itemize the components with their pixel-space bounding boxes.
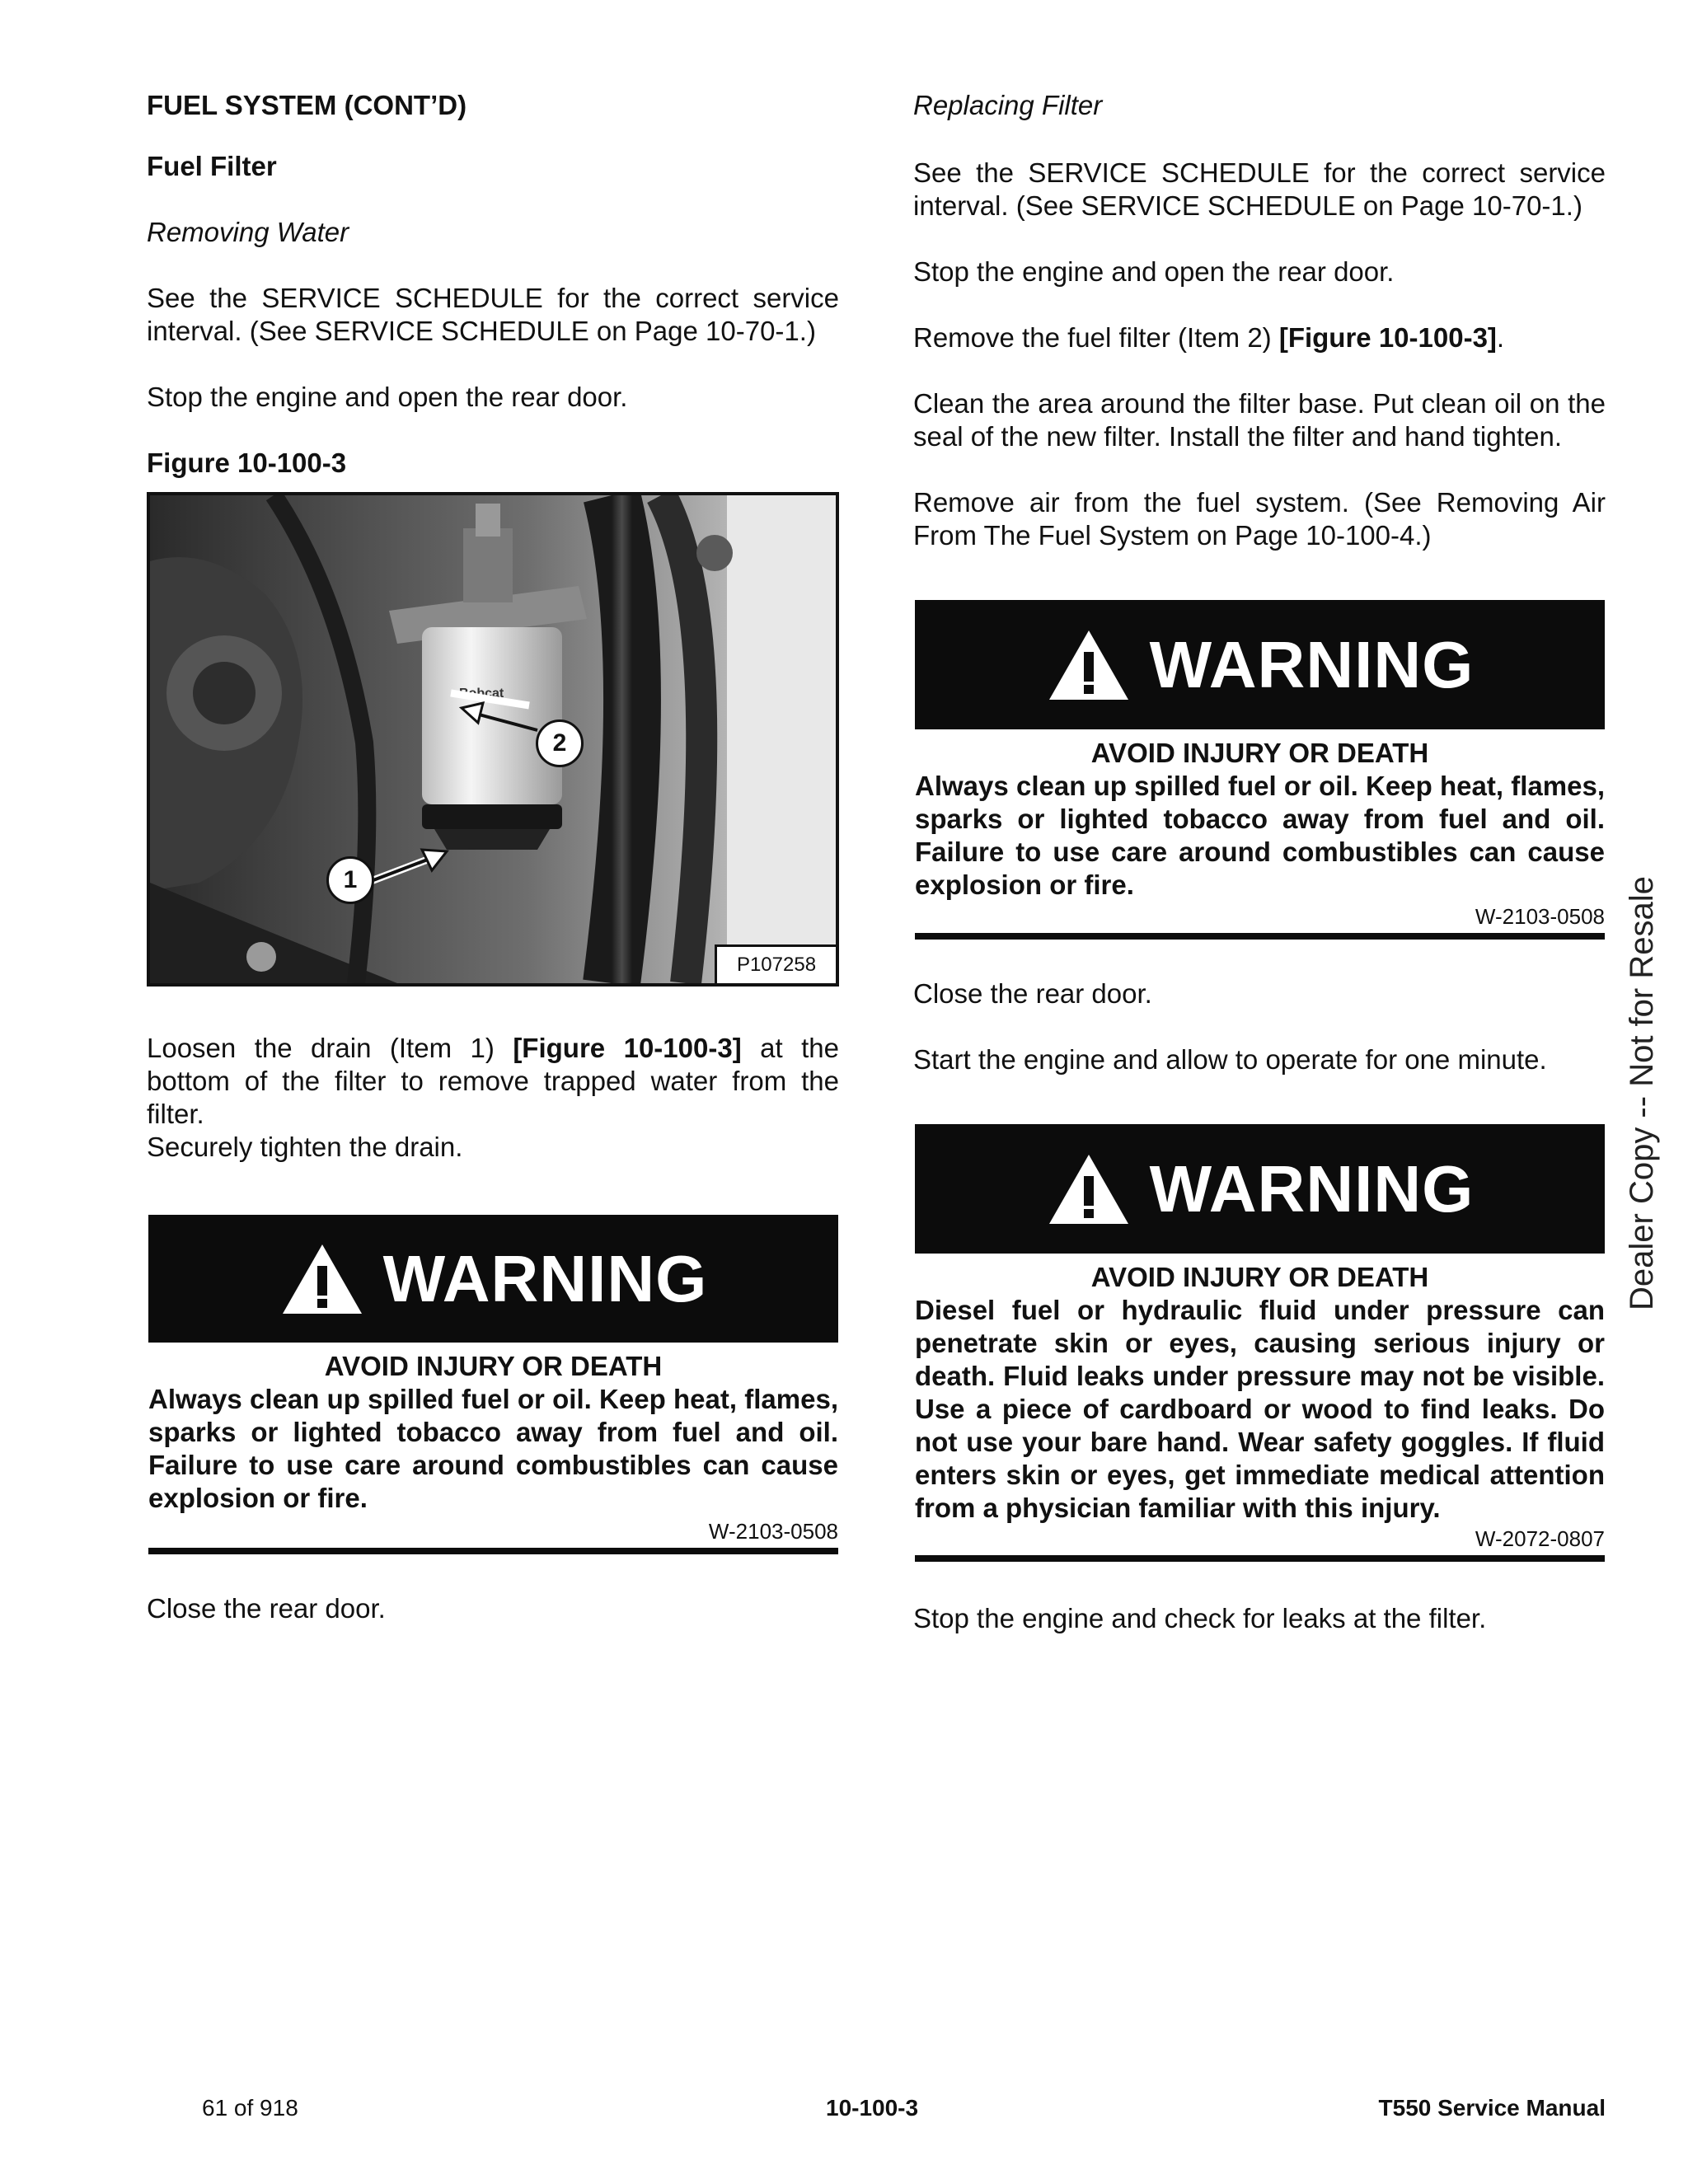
right-paragraph-5: Remove air from the fuel system. (See Removing Air From The Fuel System on Page 10-100-4.): [913, 487, 1606, 551]
left-paragraph-5: Close the rear door.: [147, 1593, 386, 1624]
fuel-filter-illustration: [150, 495, 836, 983]
footer-page-number: 10-100-3: [826, 2095, 919, 2121]
right-warning-1-banner: [915, 600, 1605, 729]
right-paragraph-8: Stop the engine and check for leaks at the filter.: [913, 1603, 1487, 1633]
procedure-title-replacing-filter: Replacing Filter: [913, 90, 1103, 120]
warning-word: WARNING: [1149, 1151, 1475, 1226]
left-warning-body: Always clean up spilled fuel or oil. Keep heat, flames, sparks or lighted tobacco away from fuel and oil. Failure to use care around combustibles can cause explosion or fire.: [148, 1384, 838, 1513]
subsection-title: Fuel Filter: [147, 151, 277, 181]
right-paragraph-2: Stop the engine and open the rear door.: [913, 256, 1395, 287]
left-paragraph-4: Securely tighten the drain.: [147, 1132, 463, 1162]
warning-triangle-icon: [279, 1241, 365, 1317]
right-paragraph-7: Start the engine and allow to operate for one minute.: [913, 1044, 1547, 1075]
figure-code: P107258: [715, 944, 836, 983]
right-warning-2-body: Diesel fuel or hydraulic fluid under pressure can penetrate skin or eyes, causing serious injury or death. Fluid leaks under pressure may not be visible. Use a piece of cardboard or wood to find leaks. Do not use your bare hand. Wear safety goggles. If fluid enters skin or eyes, get immediate medical attention from a physician familiar with this injury.: [915, 1295, 1605, 1523]
right-warning-2-code: W-2072-0807: [1475, 1526, 1605, 1551]
left-warning-rule: [148, 1548, 838, 1554]
right-warning-2-banner: [915, 1124, 1605, 1254]
callout-item-2: 2: [536, 719, 584, 767]
right-warning-2-heading: AVOID INJURY OR DEATH: [1090, 1262, 1429, 1292]
footer-manual-title: T550 Service Manual: [1378, 2095, 1606, 2121]
figure-label: Figure 10-100-3: [147, 448, 347, 478]
right-paragraph-4: Clean the area around the filter base. Put clean oil on the seal of the new filter. Install the filter and hand tighten.: [913, 388, 1606, 452]
right-warning-1-body: Always clean up spilled fuel or oil. Keep heat, flames, sparks or lighted tobacco away from fuel and oil. Failure to use care around combustibles can cause explosion or fire.: [915, 771, 1605, 900]
left-warning-heading: AVOID INJURY OR DEATH: [324, 1351, 663, 1381]
left-paragraph-3: Loosen the drain (Item 1) [Figure 10-100-3] at the bottom of the filter to remove trapped water from the filter.: [147, 1033, 839, 1129]
right-paragraph-6: Close the rear door.: [913, 978, 1152, 1009]
left-warning-code: W-2103-0508: [708, 1519, 838, 1544]
left-paragraph-2: Stop the engine and open the rear door.: [147, 382, 628, 412]
right-paragraph-1: See the SERVICE SCHEDULE for the correct service interval. (See SERVICE SCHEDULE on Page 10-70-1.): [913, 157, 1606, 221]
section-title: FUEL SYSTEM (CONT’D): [147, 90, 467, 120]
warning-triangle-icon: [1046, 627, 1132, 703]
right-warning-1-heading: AVOID INJURY OR DEATH: [1090, 738, 1429, 768]
fuel-filter-photo: [147, 492, 839, 987]
warning-word: WARNING: [382, 1241, 708, 1315]
right-warning-2-rule: [915, 1555, 1605, 1562]
left-paragraph-1: See the SERVICE SCHEDULE for the correct service interval. (See SERVICE SCHEDULE on Page 10-70-1.): [147, 283, 839, 346]
dealer-copy-watermark: Dealer Copy -- Not for Resale: [1624, 876, 1660, 1310]
right-warning-1-code: W-2103-0508: [1475, 904, 1605, 929]
right-warning-1-rule: [915, 933, 1605, 940]
warning-word: WARNING: [1149, 627, 1475, 701]
warning-triangle-icon: [1046, 1151, 1132, 1227]
filter-brand-text: Bobcat: [459, 687, 504, 701]
footer-page-count: 61 of 918: [202, 2095, 298, 2121]
figure-reference: [Figure 10-100-3]: [513, 1033, 742, 1063]
callout-item-1: 1: [326, 856, 374, 904]
procedure-title-removing-water: Removing Water: [147, 217, 349, 247]
left-warning-banner: [148, 1215, 838, 1343]
right-paragraph-3: Remove the fuel filter (Item 2) [Figure 10-100-3].: [913, 322, 1505, 353]
figure-reference: [Figure 10-100-3]: [1278, 322, 1497, 353]
